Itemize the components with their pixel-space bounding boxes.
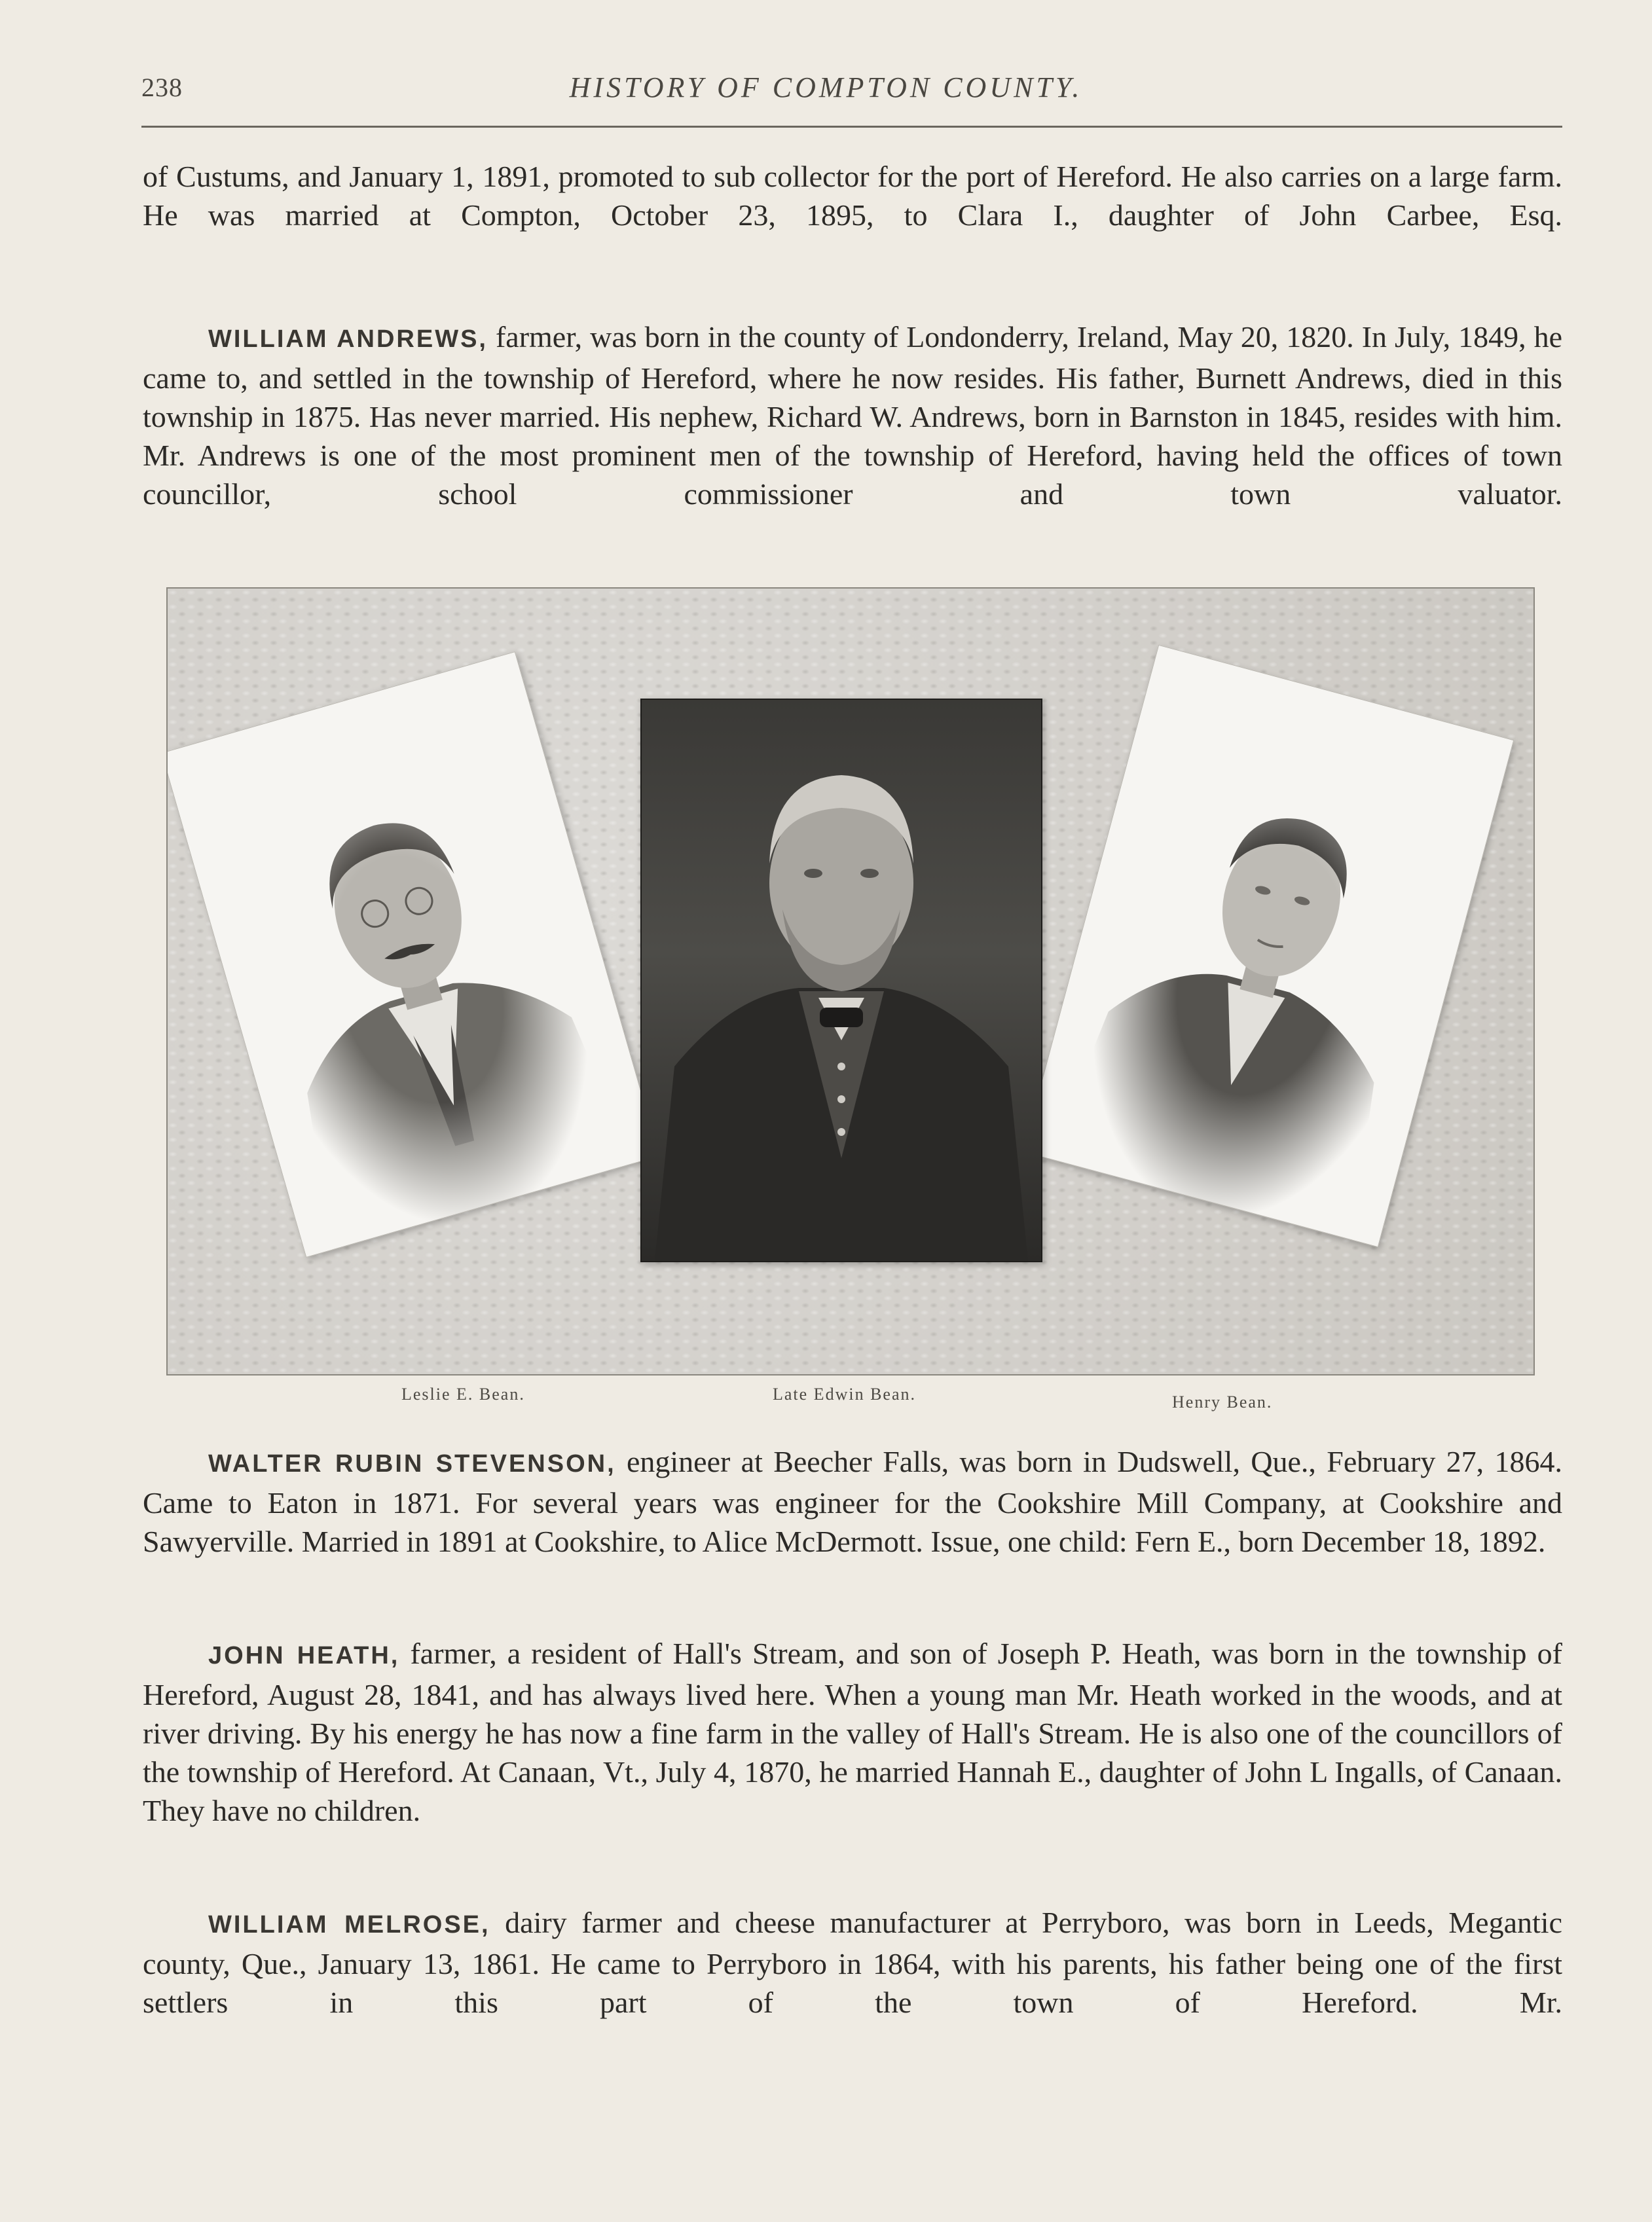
- entry-text: dairy farmer and cheese manufacturer at Perryboro, was born in Leeds, Megantic county, Que., January 13, 1861. He came to Perryboro in 1864, with his parents, his father being one of the first settlers in this part of the town of Hereford. Mr.: [143, 1906, 1562, 2019]
- caption-right: Henry Bean.: [1172, 1393, 1273, 1412]
- entry-text: farmer, a resident of Hall's Stream, and son of Joseph P. Heath, was born in the township of Hereford, August 28, 1841, and has always lived here. When a young man Mr. Heath worked in the woods, and at river driving. By his energy he has now a fine farm in the valley of Hall's Stream. He is also one of the councillors of the township of Hereford. At Canaan, Vt., July 4, 1870, he married Hannah E., daughter of John L Ingalls, of Canaan. They have no children.: [143, 1637, 1562, 1827]
- photo-plate: [166, 587, 1535, 1375]
- header-rule: [141, 126, 1562, 128]
- caption-center: Late Edwin Bean.: [773, 1385, 916, 1404]
- entry-william-melrose: [143, 1903, 1562, 2022]
- running-title: HISTORY OF COMPTON COUNTY.: [569, 71, 1083, 103]
- paragraph-continuation: [143, 157, 1562, 234]
- entry-william-andrews: [143, 318, 1562, 513]
- entry-name: JOHN HEATH,: [208, 1642, 400, 1669]
- entry-text: engineer at Beecher Falls, was born in Dudswell, Que., February 27, 1864. Came to Eaton in 1871. For several years was engineer for the Cookshire Mill Company, at Cookshire and Sawyerville. Married in 1891 at Cookshire, to Alice McDermott. Issue, one child: Fern E., born December 18, 1892.: [143, 1445, 1562, 1558]
- entry-name: WILLIAM ANDREWS,: [208, 325, 488, 353]
- paragraph-text: of Custums, and January 1, 1891, promoted to sub collector for the port of Hereford. He also carries on a large farm. He was married at Compton, October 23, 1895, to Clara I., daughter of John Carbee, Esq.: [143, 160, 1562, 232]
- entry-text: farmer, was born in the county of Londonderry, Ireland, May 20, 1820. In July, 1849, he came to, and settled in the township of Hereford, where he now resides. His father, Burnett Andrews, died in this township in 1875. Has never married. His nephew, Richard W. Andrews, born in Barnston in 1845, resides with him. Mr. Andrews is one of the most prominent men of the township of Hereford, having held the offices of town councillor, school commissioner and town valuator.: [143, 320, 1562, 511]
- caption-left: Leslie E. Bean.: [401, 1385, 525, 1404]
- entry-walter-stevenson: [143, 1442, 1562, 1561]
- portrait-image: [642, 700, 1041, 1261]
- entry-name: WILLIAM MELROSE,: [208, 1911, 490, 1939]
- page-number: 238: [141, 73, 183, 102]
- portrait-edwin-bean: [640, 699, 1042, 1262]
- entry-john-heath: [143, 1634, 1562, 1830]
- entry-name: WALTER RUBIN STEVENSON,: [208, 1450, 616, 1478]
